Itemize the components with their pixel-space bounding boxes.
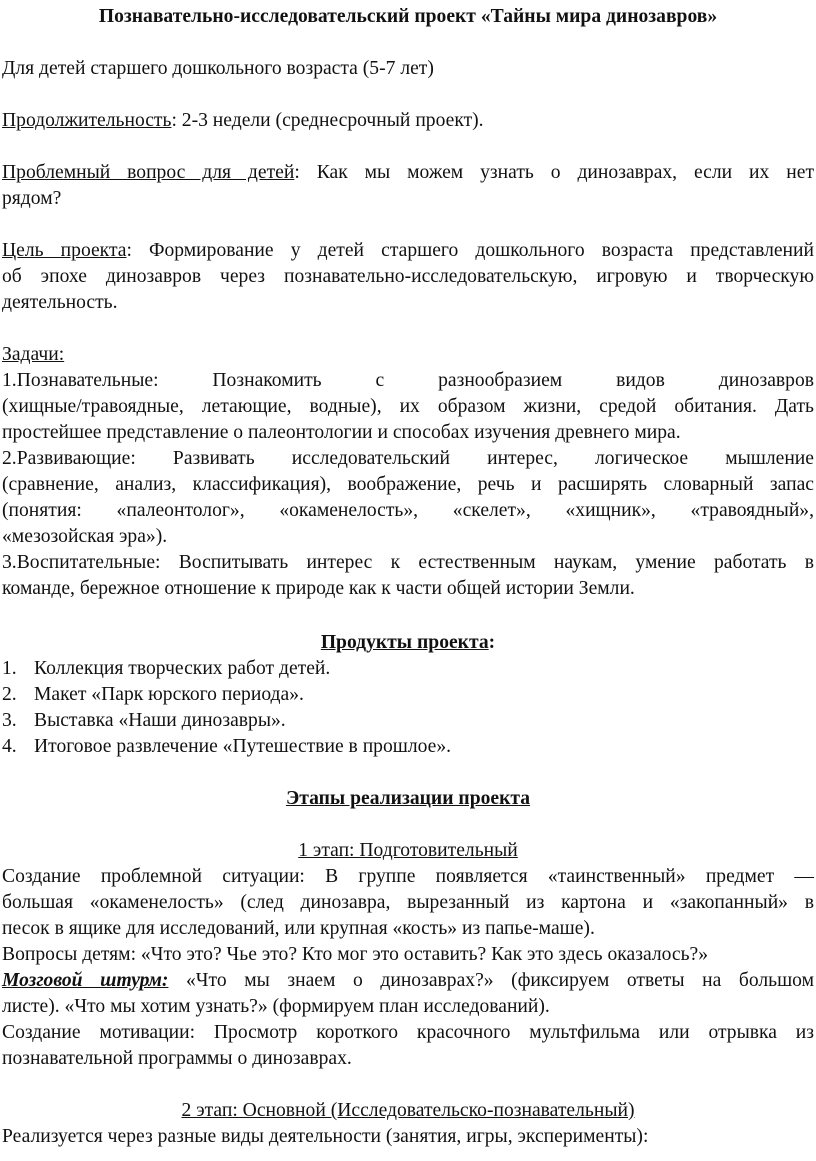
tasks-line: (хищные/травоядные, летающие, водные), их образом жизни, средой обитания. Дать bbox=[2, 396, 814, 417]
stage1-line: Создание проблемной ситуации: В группе появляется «таинственный» предмет — bbox=[2, 866, 814, 887]
stage2-title bbox=[2, 1098, 814, 1124]
stage1-line: Вопросы детям: «Что это? Чье это? Кто мог это оставить? Как это здесь оказалось?» bbox=[2, 944, 709, 965]
products-heading bbox=[2, 630, 814, 656]
duration-text: : 2-3 недели (среднесрочный проект). bbox=[171, 110, 484, 131]
duration-line bbox=[2, 108, 814, 134]
tasks-line: «мезозойская эра»). bbox=[2, 526, 168, 547]
goal-label: Цель проекта bbox=[2, 240, 127, 261]
product-item bbox=[2, 734, 814, 760]
stage1-line: большая «окаменелость» (след динозавра, вырезанный из картона и «закопанный» в bbox=[2, 892, 814, 913]
stage2-line: Реализуется через разные виды деятельности (занятия, игры, эксперименты): bbox=[2, 1126, 649, 1147]
problem-text: : Как мы можем узнать о динозаврах, если их нет bbox=[294, 162, 815, 183]
stages-heading bbox=[2, 786, 814, 812]
document-title: Познавательно-исследовательский проект «Тайны мира динозавров» bbox=[98, 6, 718, 27]
product-item bbox=[2, 682, 814, 708]
products-heading-colon: : bbox=[488, 632, 496, 653]
product-text: Коллекция творческих работ детей. bbox=[34, 658, 331, 679]
product-number: 2. bbox=[2, 684, 17, 705]
problem-line-1 bbox=[2, 160, 814, 186]
brainstorm-text: «Что мы знаем о динозаврах?» (фиксируем ответы на большом bbox=[168, 970, 814, 991]
brainstorm-label: Мозговой штурм: bbox=[2, 970, 169, 991]
tasks-line: 1.Познавательные: Познакомить с разнообразием видов динозавров bbox=[2, 370, 814, 391]
motivation-line-2: познавательной программы о динозаврах. bbox=[2, 1048, 352, 1069]
product-text: Макет «Парк юрского периода». bbox=[34, 684, 304, 705]
stages-heading-text: Этапы реализации проекта bbox=[285, 788, 531, 809]
tasks-line: (сравнение, анализ, классификация), воображение, речь и расширять словарный запас bbox=[2, 474, 814, 495]
tasks-line: 3.Воспитательные: Воспитывать интерес к естественным наукам, умение работать в bbox=[2, 552, 814, 573]
product-text: Итоговое развлечение «Путешествие в прошлое». bbox=[34, 736, 452, 757]
product-item bbox=[2, 656, 814, 682]
tasks-heading-text: Задачи: bbox=[2, 344, 65, 365]
stage1-title-text: 1 этап: Подготовительный bbox=[298, 840, 518, 861]
goal-line-1 bbox=[2, 238, 814, 264]
brainstorm-line-2: листе). «Что мы хотим узнать?» (формируем план исследований). bbox=[2, 996, 550, 1017]
tasks-line: команде, бережное отношение к природе как к части общей истории Земли. bbox=[2, 578, 635, 599]
goal-line-3: деятельность. bbox=[2, 292, 118, 313]
tasks-line: простейшее представление о палеонтологии и способах изучения древнего мира. bbox=[2, 422, 681, 443]
product-number: 4. bbox=[2, 736, 17, 757]
problem-label: Проблемный вопрос для детей bbox=[2, 162, 295, 183]
product-number: 3. bbox=[2, 710, 17, 731]
tasks-line: (понятия: «палеонтолог», «окаменелость», «скелет», «хищник», «травоядный», bbox=[2, 500, 814, 521]
stage2-title-text: 2 этап: Основной (Исследовательско-познавательный) bbox=[181, 1100, 635, 1121]
goal-text: : Формирование у детей старшего дошкольного возраста представлений bbox=[126, 240, 815, 261]
brainstorm-line-1 bbox=[2, 968, 814, 994]
stage1-title bbox=[2, 838, 814, 864]
duration-label: Продолжительность bbox=[2, 110, 172, 131]
problem-line-2: рядом? bbox=[2, 188, 62, 209]
stage1-line: песок в ящике для исследований, или крупная «кость» из папье-маше). bbox=[2, 918, 595, 939]
motivation-line-1: Создание мотивации: Просмотр короткого красочного мультфильма или отрывка из bbox=[2, 1022, 814, 1043]
product-text: Выставка «Наши динозавры». bbox=[34, 710, 286, 731]
audience-line: Для детей старшего дошкольного возраста (5-7 лет) bbox=[2, 58, 434, 79]
product-item bbox=[2, 708, 814, 734]
product-number: 1. bbox=[2, 658, 17, 679]
products-heading-text: Продукты проекта bbox=[320, 632, 489, 653]
tasks-heading bbox=[2, 342, 814, 368]
tasks-line: 2.Развивающие: Развивать исследовательский интерес, логическое мышление bbox=[2, 448, 814, 469]
goal-line-2: об эпохе динозавров через познавательно-исследовательскую, игровую и творческую bbox=[2, 266, 814, 287]
